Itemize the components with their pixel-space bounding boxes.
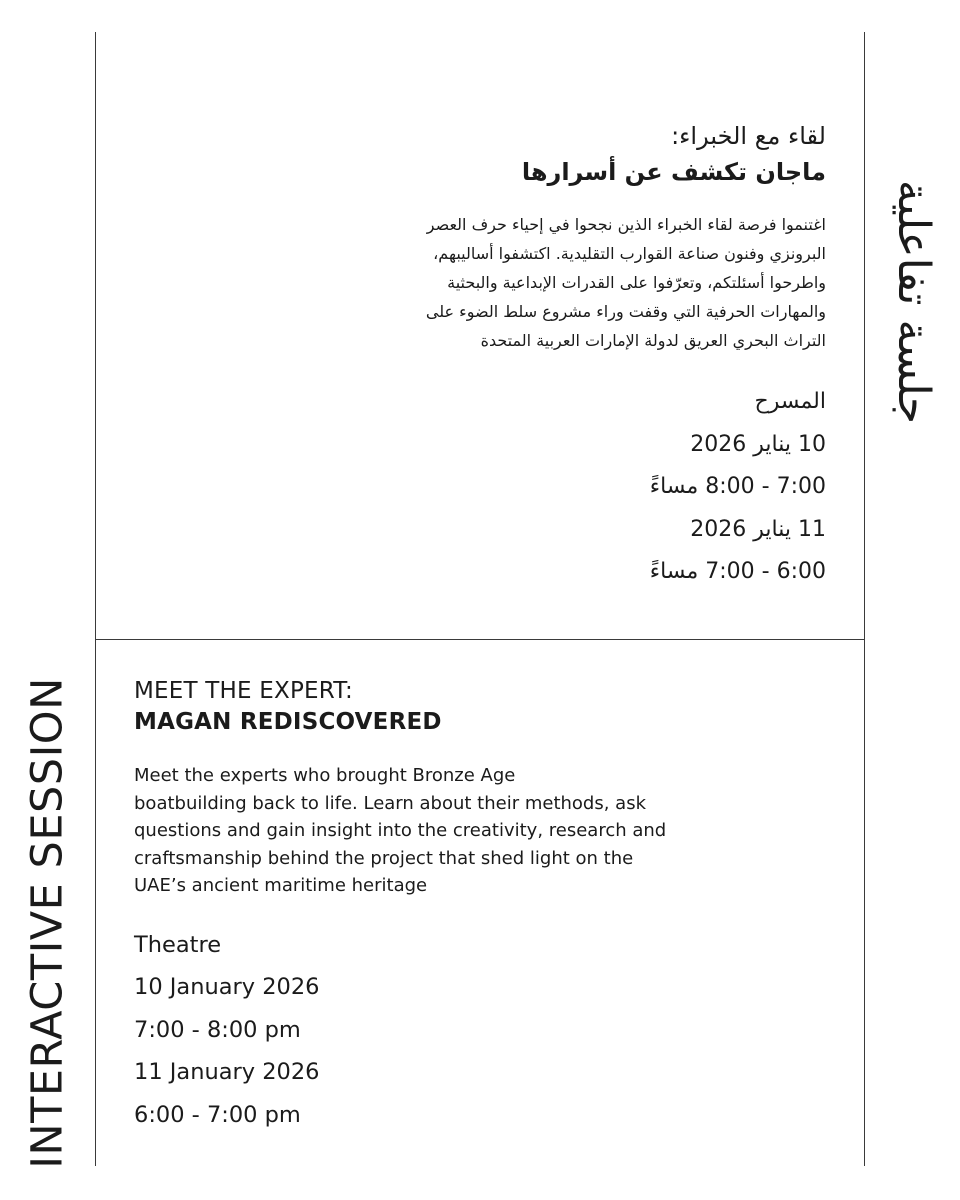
english-description [134,762,714,900]
english-side-label-column [0,640,95,1200]
english-panel [96,640,864,1166]
right-divider-line [864,32,865,1166]
arabic-side-label-column [866,32,960,639]
arabic-side-label: جلسة تفاعلية [888,179,939,425]
english-description-line: boatbuilding back to life. Learn about their methods, ask [134,792,647,814]
arabic-schedule [356,381,826,594]
arabic-time-1: 7:00 - 8:00 مساءً [649,474,826,499]
arabic-title-line1: لقاء مع الخبراء: [671,122,826,150]
arabic-title-line2: ماجان تكشف عن أسرارها [521,158,826,186]
english-date-1: 10 January 2026 [134,974,320,1000]
english-title-line1: MEET THE EXPERT: [134,678,353,704]
english-description-line: Meet the experts who brought Bronze Age [134,765,516,786]
arabic-date-1: 10 يناير 2026 [690,431,826,457]
arabic-content [356,118,826,594]
english-description-line: questions and gain insight into the creativity, research and [134,820,667,841]
arabic-description-line: واطرحوا أسئلتكم، وتعرّفوا على القدرات الإبداعية والبحثية [447,273,826,292]
english-description-line: UAE’s ancient maritime heritage [134,875,428,896]
arabic-description-line: البرونزي وفنون صناعة القوارب التقليدية. اكتشفوا أساليبهم، [433,244,826,263]
arabic-description-line: التراث البحري العريق لدولة الإمارات العربية المتحدة [480,331,826,350]
arabic-time-2: 6:00 - 7:00 مساءً [649,559,826,584]
arabic-date-2: 11 يناير 2026 [690,516,826,542]
english-side-label: INTERACTIVE SESSION [22,677,72,1169]
arabic-description-line: اغتنموا فرصة لقاء الخبراء الذين نجحوا في إحياء حرف العصر [426,215,826,234]
arabic-venue: المسرح [754,389,826,414]
english-description-line: craftsmanship behind the project that shed light on the [134,847,634,869]
english-schedule [134,924,714,1137]
arabic-description [356,210,826,355]
english-title-line2: MAGAN REDISCOVERED [134,709,442,735]
english-time-1: 7:00 - 8:00 pm [134,1016,301,1043]
english-content [134,676,714,1136]
english-date-2: 11 January 2026 [134,1059,320,1085]
arabic-description-line: والمهارات الحرفية التي وقفت وراء مشروع سلط الضوء على [425,302,826,321]
english-venue: Theatre [134,931,222,958]
arabic-panel [96,32,864,639]
english-time-2: 6:00 - 7:00 pm [134,1101,301,1128]
